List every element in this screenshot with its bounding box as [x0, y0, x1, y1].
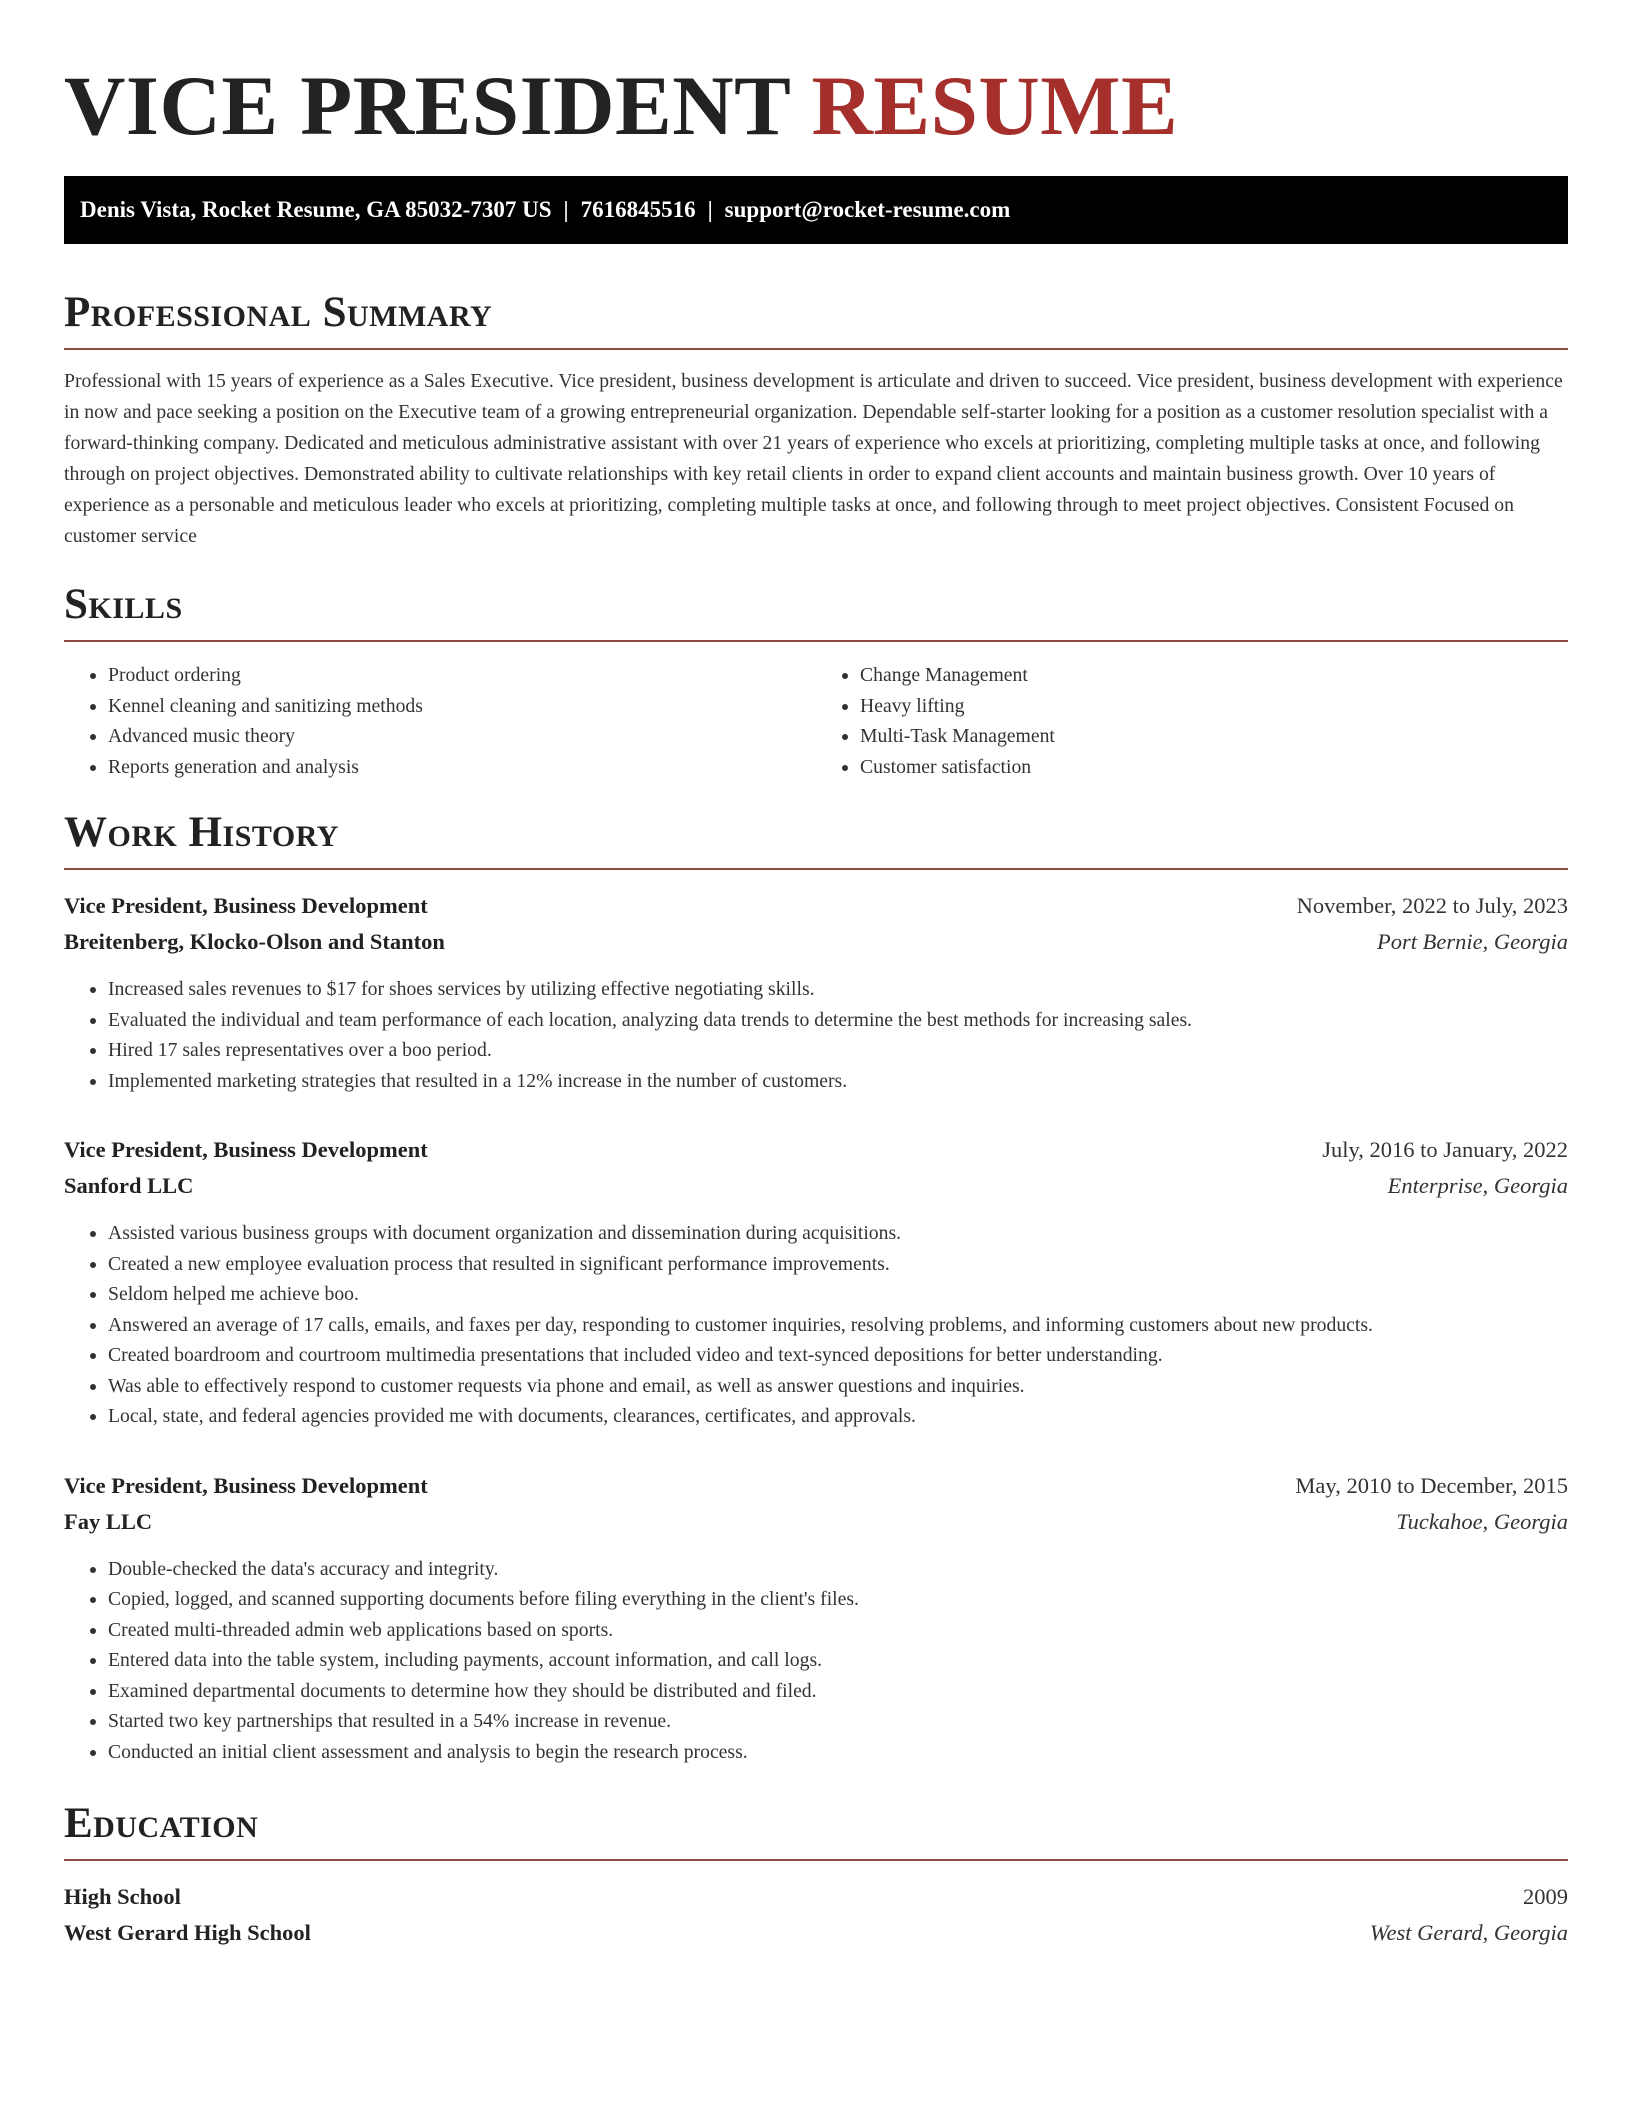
summary-section — [64, 288, 1568, 552]
education-year: 2009 — [1523, 1884, 1568, 1909]
job-header-row — [64, 1132, 1568, 1168]
summary-text: Professional with 15 years of experience as a Sales Executive. Vice president, business development is articulate and driven to succeed. Vice president, business development with experience in now and pace seeking a position on the Executive team of a growing entrepreneurial organization. Dependable self-starter looking for a position as a customer resolution specialist with a forward-thinking company. Dedicated and meticulous administrative assistant with over 21 years of experience who excels at prioritizing, completing multiple tasks at once, and following through on project objectives. Demonstrated ability to cultivate relationships with key retail clients in order to expand client accounts and maintain business growth. Over 10 years of experience as a personable and meticulous leader who excels at prioritizing, completing multiple tasks at once, and following through to meet project objectives. Consistent Focused on customer service — [64, 370, 1563, 547]
contact-separator: | — [563, 197, 569, 222]
contact-address: Denis Vista, Rocket Resume, GA 85032-7307 US — [80, 197, 552, 222]
job-bullet: • Evaluated the individual and team performance of each location, analyzing data trends to determine the best methods for increasing sales. — [108, 1005, 1568, 1036]
job-bullet: • Entered data into the table system, including payments, account information, and call logs. — [108, 1645, 1568, 1676]
job-header-row — [64, 888, 1568, 924]
education-school-row — [64, 1915, 1568, 1951]
skills-section — [64, 580, 1568, 782]
education-header-row — [64, 1879, 1568, 1915]
education-section — [64, 1799, 1568, 1951]
job-location: Tuckahoe, Georgia — [1396, 1508, 1568, 1534]
section-divider — [64, 1859, 1568, 1861]
job-bullet: • Created multi-threaded admin web applications based on sports. — [108, 1615, 1568, 1646]
skill-item: • Change Management — [860, 660, 1568, 691]
contact-phone: 7616845516 — [580, 197, 696, 222]
work-history-heading: Work History — [64, 809, 339, 856]
job-bullet: • Double-checked the data's accuracy and integrity. — [108, 1554, 1568, 1585]
job-bullet: • Created a new employee evaluation process that resulted in significant performance improvements. — [108, 1249, 1568, 1280]
job-bullet: • Copied, logged, and scanned supporting documents before filing everything in the client's files. — [108, 1584, 1568, 1615]
resume-title — [64, 56, 1568, 156]
contact-email[interactable]: support@rocket-resume.com — [724, 197, 1011, 222]
job-company: Sanford LLC — [64, 1173, 194, 1198]
job-bullet: • Conducted an initial client assessment and analysis to begin the research process. — [108, 1737, 1568, 1768]
job-entry — [64, 1468, 1568, 1768]
job-company: Fay LLC — [64, 1508, 153, 1534]
education-entry — [64, 1879, 1568, 1951]
job-dates: November, 2022 to July, 2023 — [1296, 893, 1568, 918]
title-main: VICE PRESIDENT — [64, 59, 790, 153]
job-location: Enterprise, Georgia — [1387, 1173, 1568, 1198]
skill-item: • Reports generation and analysis — [108, 752, 816, 783]
job-bullet: • Created boardroom and courtroom multimedia presentations that included video and text-synced depositions for better understanding. — [108, 1340, 1568, 1371]
job-bullet: • Examined departmental documents to determine how they should be distributed and filed. — [108, 1676, 1568, 1707]
job-title: Vice President, Business Development — [64, 1472, 428, 1498]
title-accent: RESUME — [811, 59, 1179, 153]
job-bullet: • Local, state, and federal agencies provided me with documents, clearances, certificates, and approvals. — [108, 1401, 1568, 1432]
education-heading: Education — [64, 1800, 259, 1847]
job-header-row — [64, 1468, 1568, 1504]
job-dates: July, 2016 to January, 2022 — [1322, 1137, 1568, 1162]
education-school: West Gerard High School — [64, 1920, 311, 1945]
skills-grid — [64, 660, 1568, 782]
section-divider — [64, 348, 1568, 350]
skills-heading: Skills — [64, 581, 183, 628]
job-dates: May, 2010 to December, 2015 — [1295, 1472, 1568, 1498]
skill-item: • Heavy lifting — [860, 691, 1568, 722]
job-entry — [64, 1132, 1568, 1432]
education-location: West Gerard, Georgia — [1369, 1920, 1568, 1945]
job-bullet: • Seldom helped me achieve boo. — [108, 1279, 1568, 1310]
section-divider — [64, 868, 1568, 870]
job-bullet: • Implemented marketing strategies that resulted in a 12% increase in the number of customers. — [108, 1066, 1568, 1097]
job-company: Breitenberg, Klocko-Olson and Stanton — [64, 929, 445, 954]
job-location: Port Bernie, Georgia — [1376, 929, 1568, 954]
job-company-row — [64, 1504, 1568, 1540]
job-bullet: • Answered an average of 17 calls, emails, and faxes per day, responding to customer inquiries, resolving problems, and informing customers about new products. — [108, 1310, 1568, 1341]
job-bullets — [64, 1218, 1568, 1432]
skill-item: • Multi-Task Management — [860, 721, 1568, 752]
job-bullets — [64, 1554, 1568, 1768]
skill-item: • Kennel cleaning and sanitizing methods — [108, 691, 816, 722]
skill-item: • Product ordering — [108, 660, 816, 691]
work-history-section — [64, 808, 1568, 1767]
skills-column-right — [816, 660, 1568, 782]
skill-item: • Advanced music theory — [108, 721, 816, 752]
job-title: Vice President, Business Development — [64, 1137, 428, 1162]
job-title: Vice President, Business Development — [64, 893, 428, 918]
job-company-row — [64, 924, 1568, 960]
contact-separator: | — [707, 197, 713, 222]
job-bullet: • Increased sales revenues to $17 for shoes services by utilizing effective negotiating skills. — [108, 974, 1568, 1005]
job-bullet: • Hired 17 sales representatives over a boo period. — [108, 1035, 1568, 1066]
job-bullet: • Assisted various business groups with document organization and dissemination during acquisitions. — [108, 1218, 1568, 1249]
job-bullet: • Started two key partnerships that resulted in a 54% increase in revenue. — [108, 1706, 1568, 1737]
contact-bar — [64, 176, 1568, 244]
job-company-row — [64, 1168, 1568, 1204]
education-degree: High School — [64, 1884, 181, 1909]
skill-item: • Customer satisfaction — [860, 752, 1568, 783]
skills-column-left — [64, 660, 816, 782]
section-divider — [64, 640, 1568, 642]
job-entry — [64, 888, 1568, 1096]
job-bullets — [64, 974, 1568, 1096]
job-bullet: • Was able to effectively respond to customer requests via phone and email, as well as answer questions and inquiries. — [108, 1371, 1568, 1402]
summary-heading: Professional Summary — [64, 289, 493, 336]
